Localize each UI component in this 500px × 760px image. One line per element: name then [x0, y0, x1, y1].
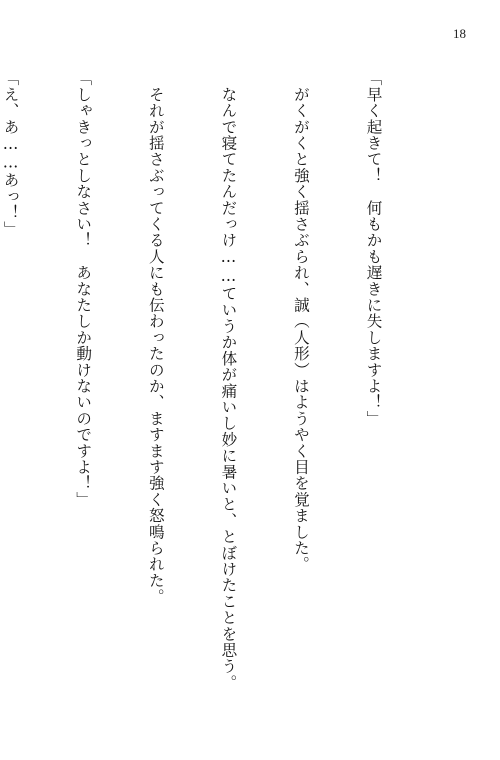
text-line: 「早く起きて！ 何もかも遅きに失しますよ！」 — [364, 70, 383, 427]
text-line: がくがくと強く揺さぶられ、誠（人形）はようやく目を覚ました。 — [291, 70, 310, 573]
text-line: 「しゃきっとしなさい！ あなたしか動けないのですよ！」 — [74, 70, 93, 508]
text-line: 「え、あ……あっ！」 — [1, 70, 20, 237]
text-line: なんで寝てたんだっけ……ていうか体が痛いし妙に暑いと、とぼけたことを思う。 — [219, 70, 238, 691]
body-text — [0, 70, 434, 691]
text-line: それが揺さぶってくる人にも伝わったのか、ますます強く怒鳴られた。 — [146, 70, 165, 605]
page-number: 18 — [453, 26, 466, 41]
